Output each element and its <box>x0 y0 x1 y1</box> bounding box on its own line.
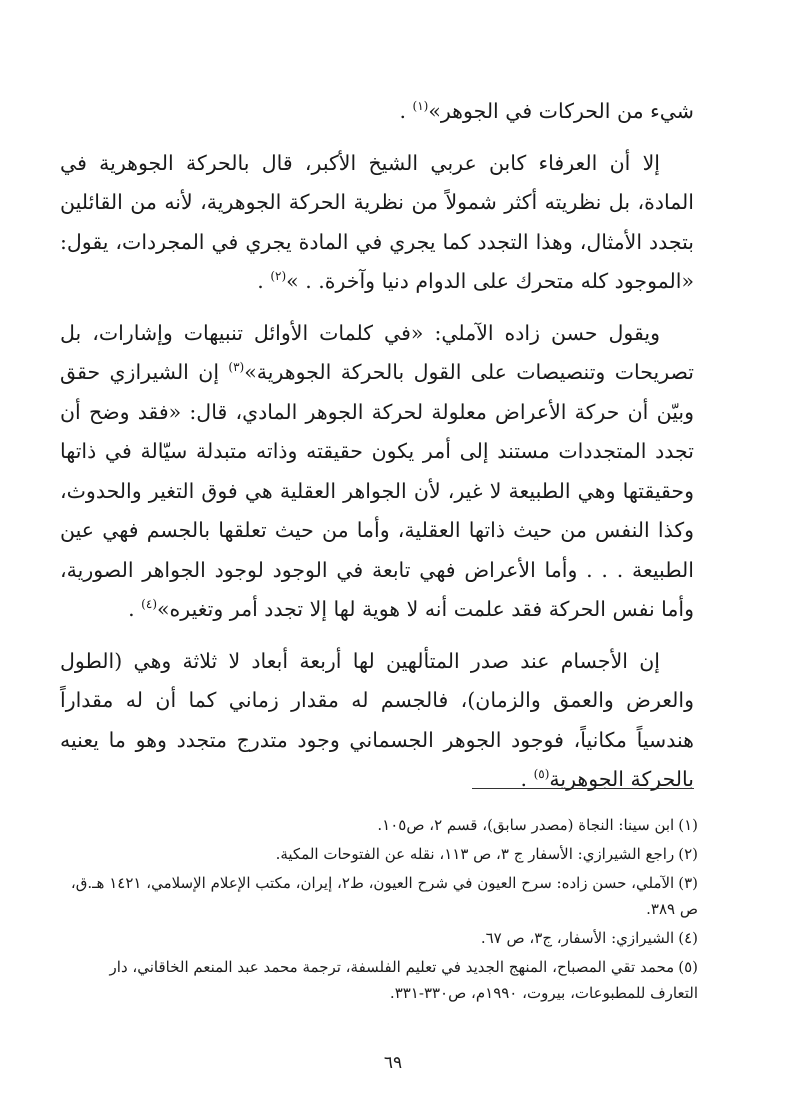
main-text <box>60 92 694 812</box>
footnote-3-text: الآملي، حسن زاده: سرح العيون في شرح العيون، ط٢، إيران، مكتب الإعلام الإسلامي، ١٤٢١ هـ.ق، ص ٣٨٩. <box>70 874 698 918</box>
paragraph-4 <box>60 642 694 800</box>
paragraph-1 <box>60 92 694 132</box>
footnote-ref-2: (٢) <box>270 269 287 284</box>
footnotes <box>60 812 698 1009</box>
footnote-divider <box>472 788 694 789</box>
paragraph-2 <box>60 144 694 302</box>
paragraph-4-text: إن الأجسام عند صدر المتألهين لها أربعة أبعاد لا ثلاثة وهي (الطول والعرض والعمق والزمان)، فالجسم له مقدار زماني كما أن له مقداراً هندسياً مكانياً، فوجود الجوهر الجسماني وجود متدرج متجدد وهو ما يعنيه بالحركة الجوهرية <box>60 648 695 791</box>
paragraph-4-tail: . <box>520 767 528 791</box>
footnote-ref-3: (٣) <box>228 360 245 375</box>
footnote-2-text: راجع الشيرازي: الأسفار ج ٣، ص ١١٣، نقله عن الفتوحات المكية. <box>275 845 675 863</box>
paragraph-3-tail: إن الشيرازي حقق وبيّن أن حركة الأعراض معلولة لحركة الجوهر المادي، قال: «فقد وضح أن تجدد المتجددات مستند إلى أمر يكون حقيقته وذاته متبدلة سيّالة في ذاتها وحقيقتها وهي الطبيعة لا غير، لأن الجواهر العقلية هي فوق التغير والحدوث، وكذا النفس من حيث ذاتها العقلية، وأما من حيث تعلقها بالجسم فهي عين الطبيعة . . . وأما الأعراض فهي تابعة في الوجود لوجود الجواهر الصورية، وأما نفس الحركة فقد علمت أنه لا هوية لها إلا تجدد أمر وتغيره» <box>60 360 694 621</box>
footnote-4 <box>60 925 698 951</box>
footnote-5-text: محمد تقي المصباح، المنهج الجديد في تعليم الفلسفة، ترجمة محمد عبد المنعم الخاقاني، دار التعارف للمطبوعات، بيروت، ١٩٩٠م، ص٣٣٠-٣٣١. <box>109 958 698 1002</box>
footnote-1-text: ابن سينا: النجاة (مصدر سابق)، قسم ٢، ص١٠٥. <box>377 816 675 834</box>
footnote-3-number: (٣) <box>678 874 698 892</box>
footnote-4-number: (٤) <box>678 929 698 947</box>
footnote-ref-5: (٥) <box>533 767 550 782</box>
footnote-5 <box>60 954 698 1006</box>
footnote-3 <box>60 870 698 922</box>
footnote-4-text: الشيرازي: الأسفار، ج٣، ص ٦٧. <box>480 929 675 947</box>
footnote-2 <box>60 841 698 867</box>
footnote-ref-4: (٤) <box>141 597 157 612</box>
paragraph-1-text: شيء من الحركات في الجوهر» <box>428 99 694 123</box>
footnote-2-number: (٢) <box>678 845 698 863</box>
paragraph-2-text: إلا أن العرفاء كابن عربي الشيخ الأكبر، قال بالحركة الجوهرية في المادة، بل نظريته أكثر شمولاً من نظرية الحركة الجوهرية، لأنه من القائلين بتجدد الأمثال، وهذا التجدد كما يجري في المادة يجري في المجردات، يقول: «الموجود كله متحرك على الدوام دنيا وآخرة. . » <box>60 150 695 293</box>
footnote-ref-1: (١) <box>412 99 429 114</box>
paragraph-3 <box>60 314 694 630</box>
paragraph-3-tail-2: . <box>128 597 135 621</box>
page-number: ٦٩ <box>383 1053 403 1073</box>
footnote-5-number: (٥) <box>678 958 698 976</box>
footnote-1 <box>60 812 698 838</box>
paragraph-3-text: ويقول حسن زاده الآملي: «في كلمات الأوائل تنبيهات وإشارات، بل تصريحات وتنصيصات على القول بالحركة الجوهرية» <box>60 320 694 384</box>
footnote-1-number: (١) <box>678 816 698 834</box>
paragraph-2-tail: . <box>257 269 264 293</box>
paragraph-1-tail: . <box>399 99 406 123</box>
